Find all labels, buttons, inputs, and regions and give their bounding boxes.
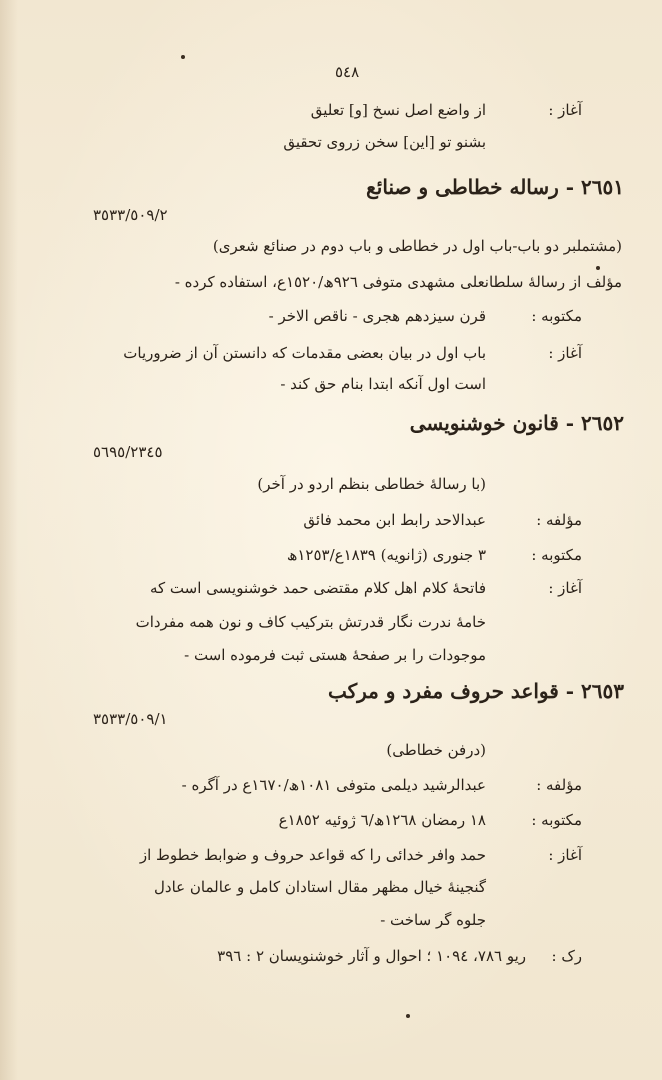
entry-text: قرن سیزدهم هجری - ناقص الاخر - — [268, 307, 486, 325]
entry-heading-2653: ٢٦٥٣ - قواعد حروف مفرد و مرکب — [327, 679, 624, 703]
entry-label: مؤلفه : — [536, 776, 582, 794]
entry-label: مؤلفه : — [536, 511, 582, 529]
entry-description: (با رسالهٔ خطاطی بنظم اردو در آخر) — [257, 475, 486, 493]
entry-label: رک : — [551, 947, 582, 965]
ink-speck — [181, 55, 185, 59]
entry-text: موجودات را بر صفحهٔ هستی ثبت فرموده است - — [184, 646, 486, 664]
entry-label: آغاز : — [548, 846, 582, 864]
entry-text: عبدالرشید دیلمی متوفی ١٠٨١ھ/١٦٧٠ع در آگره - — [181, 776, 486, 794]
entry-description: (درفن خطاطی) — [386, 741, 486, 759]
entry-heading-2651: ٢٦٥١ - رساله خطاطی و صنائع — [366, 175, 624, 199]
page-number: ٥٤٨ — [335, 63, 360, 81]
shelf-number: ٣٥٣٣/٥٠٩/٢ — [93, 206, 168, 224]
shelf-number: ٣٥٣٣/٥٠٩/١ — [93, 710, 168, 728]
entry-description: مؤلف از رسالهٔ سلطانعلی مشهدی متوفی ٩٢٦ھ/١٥٢٠ع، استفاده کرده - — [174, 273, 622, 291]
entry-text: ریو ٧٨٦، ١٠٩٤ ؛ احوال و آثار خوشنویسان ٢ : ٣٩٦ — [217, 947, 526, 965]
entry-text: ٣ جنوری (ژانویه) ١٨٣٩ع/١٢٥٣ھ — [286, 546, 486, 564]
entry-label: آغاز : — [548, 579, 582, 597]
ink-speck — [406, 1014, 410, 1018]
entry-label: مکتوبه : — [531, 307, 582, 325]
entry-label: مکتوبه : — [531, 546, 582, 564]
entry-text: ١٨ رمضان ١٢٦٨ھ/٦ ژوئیه ١٨٥٢ع — [278, 811, 486, 829]
ink-speck — [596, 266, 600, 270]
entry-text: عبدالاحد رابط ابن محمد فائق — [303, 511, 486, 529]
entry-text: از واضع اصل نسخ [و] تعلیق — [310, 101, 486, 119]
entry-label: آغاز : — [548, 344, 582, 362]
entry-text: بشنو تو [این] سخن زروی تحقیق — [283, 133, 486, 151]
entry-label: مکتوبه : — [531, 811, 582, 829]
entry-description: (مشتملبر دو باب-باب اول در خطاطی و باب دوم در صنائع شعری) — [212, 237, 622, 255]
entry-text: گنجینهٔ خیال مظهر مقال استادان کامل و عالمان عادل — [154, 878, 486, 896]
binding-shadow — [0, 0, 18, 1080]
shelf-number: ٥٦٩٥/٢٣٤٥ — [93, 443, 163, 461]
entry-text: فاتحهٔ کلام اهل کلام مقتضی حمد خوشنویسی است که — [149, 579, 486, 597]
entry-heading-2652: ٢٦٥٢ - قانون خوشنویسی — [409, 411, 624, 435]
entry-text: حمد وافر خدائی را که قواعد حروف و ضوابط خطوط از — [139, 846, 486, 864]
entry-label: آغاز : — [548, 101, 582, 119]
entry-text: جلوه گر ساخت - — [380, 911, 486, 929]
entry-text: باب اول در بیان بعضی مقدمات که دانستن آن از ضروریات — [123, 344, 486, 362]
entry-text: خامهٔ ندرت نگار قدرتش بترکیب کاف و نون همه مفردات — [135, 613, 486, 631]
entry-text: است اول آنکه ابتدا بنام حق کند - — [280, 375, 486, 393]
